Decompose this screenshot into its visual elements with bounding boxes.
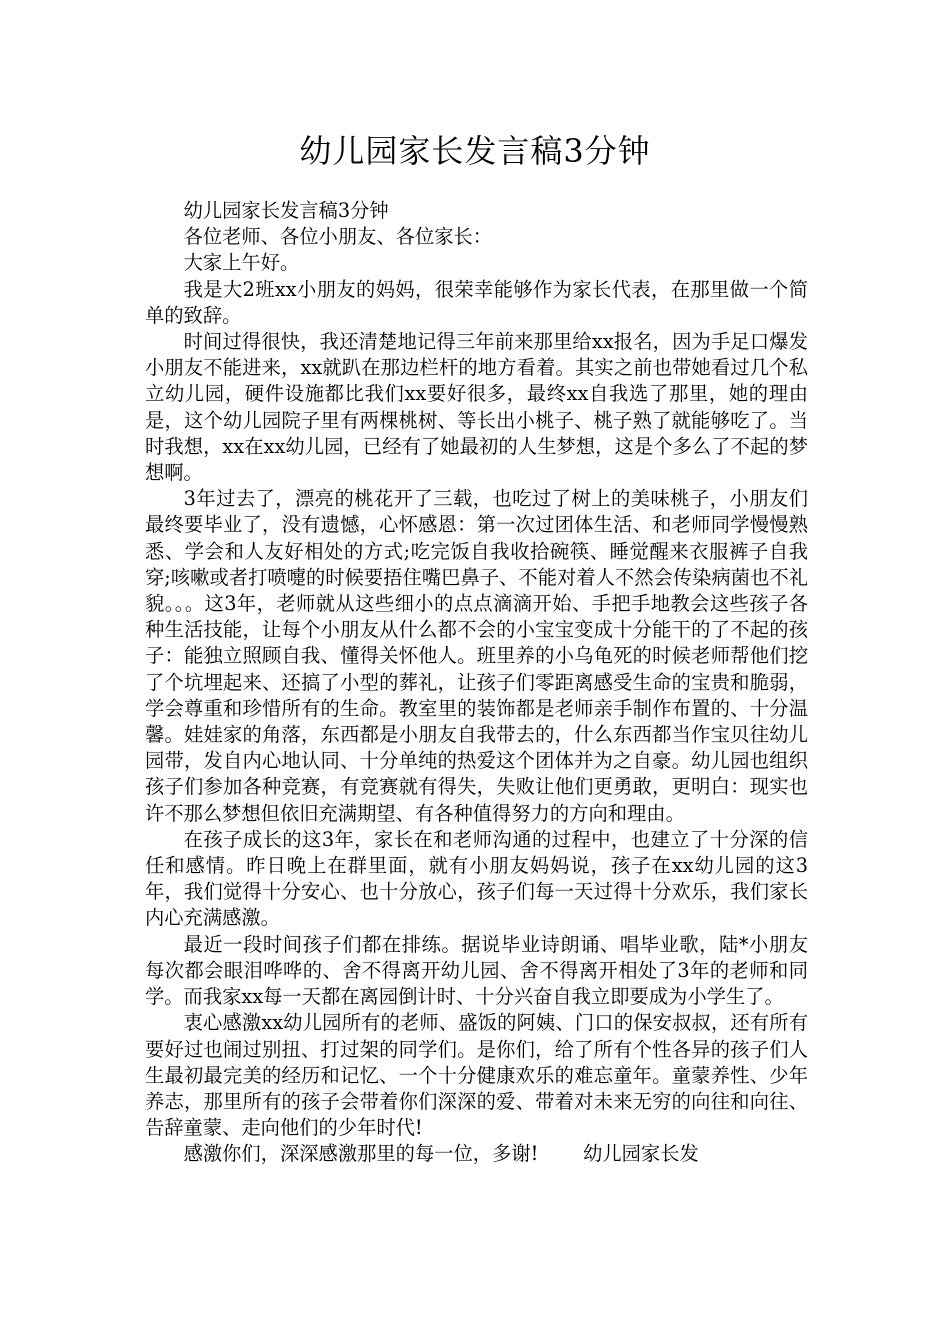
document-title: 幼儿园家长发言稿3分钟 bbox=[299, 132, 651, 170]
paragraph-memory: 时间过得很快，我还清楚地记得三年前来那里给xx报名，因为手足口爆发小朋友不能进来，xx就趴在那边栏杆的地方看着。其实之前也带她看过几个私立幼儿园，硬件设施都比我们xx要好很多，最终xx自我选了那里，她的理由是，这个幼儿园院子里有两棵桃树、等长出小桃子、桃子熟了就能够吃了。当时我想，xx在xx幼儿园，已经有了她最初的人生梦想，这是个多么了不起的梦想啊。 bbox=[145, 330, 808, 485]
paragraph-salutation: 各位老师、各位小朋友、各位家长： bbox=[183, 225, 493, 249]
paragraph-introduction: 我是大2班xx小朋友的妈妈，很荣幸能够作为家长代表，在那里做一个简单的致辞。 bbox=[145, 277, 808, 327]
paragraph-three-years: 3年过去了，漂亮的桃花开了三载，也吃过了树上的美味桃子，小朋友们最终要毕业了，没有遗憾，心怀感恩：第一次过团体生活、和老师同学慢慢熟悉、学会和人友好相处的方式;吃完饭自我收拾碗筷、睡觉醒来衣服裤子自我穿;咳嗽或者打喷嚏的时候要捂住嘴巴鼻子、不能对着人不然会传染病菌也不礼貌。。。这3年，老师就从这些细小的点点滴滴开始、手把手地教会这些孩子各种生活技能，让每个小朋友从什么都不会的小宝宝变成十分能干的了不起的孩子：能独立照顾自我、懂得关怀他人。班里养的小乌龟死的时候老师帮他们挖了个坑埋起来、还搞了小型的葬礼，让孩子们零距离感受生命的宝贵和脆弱，学会尊重和珍惜所有的生命。教室里的装饰都是老师亲手制作布置的、十分温馨。娃娃家的角落，东西都是小朋友自我带去的，什么东西都当作宝贝往幼儿园带，发自内心地认同、十分单纯的热爱这个团体并为之自豪。幼儿园也组织孩子们参加各种竞赛，有竞赛就有得失，失败让他们更勇敢，更明白：现实也许不那么梦想但依旧充满期望、有各种值得努力的方向和理由。 bbox=[145, 487, 808, 825]
paragraph-gratitude: 衷心感激xx幼儿园所有的老师、盛饭的阿姨、门口的保安叔叔，还有所有要好过也闹过别扭、打过架的同学们。是你们，给了所有个性各异的孩子们人生最初最完美的经历和记忆、一个十分健康欢乐的难忘童年。童蒙养性、少年养志，那里所有的孩子会带着你们深深的爱、带着对未来无穷的向往和向往、告辞童蒙、走向他们的少年时代! bbox=[145, 1011, 808, 1140]
paragraph-trust: 在孩子成长的这3年，家长在和老师沟通的过程中，也建立了十分深的信任和感情。昨日晚上在群里面，就有小朋友妈妈说，孩子在xx幼儿园的这3年，我们觉得十分安心、也十分放心，孩子们每一天过得十分欢乐，我们家长内心充满感激。 bbox=[145, 827, 808, 930]
paragraph-closing: 感激你们，深深感激那里的每一位，多谢! 幼儿园家长发 bbox=[183, 1142, 699, 1166]
paragraph-rehearsal: 最近一段时间孩子们都在排练。据说毕业诗朗诵、唱毕业歌，陆*小朋友每次都会眼泪哗哗的、舍不得离开幼儿园、舍不得离开相处了3年的老师和同学。而我家xx每一天都在离园倒计时、十分兴奋自我立即要成为小学生了。 bbox=[145, 932, 808, 1009]
paragraph-heading-repeat: 幼儿园家长发言稿3分钟 bbox=[183, 199, 389, 222]
document-body bbox=[145, 198, 808, 1168]
paragraph-greeting: 大家上午好。 bbox=[183, 251, 300, 275]
